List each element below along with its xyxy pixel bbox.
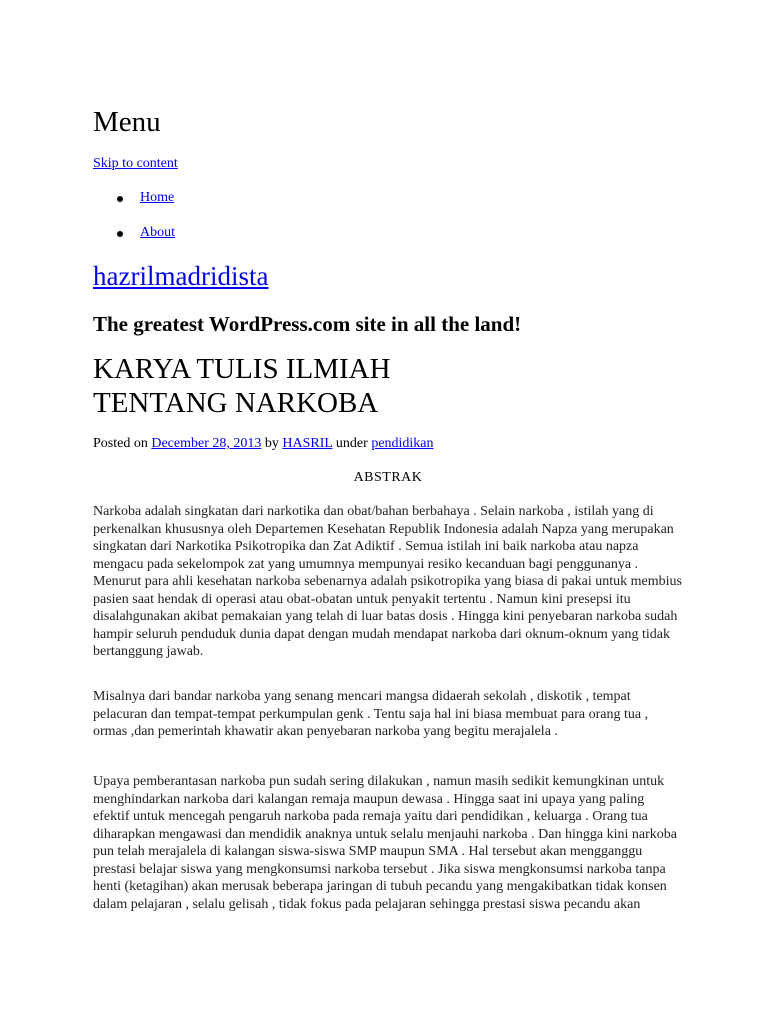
post-date-link[interactable]: December 28, 2013 <box>151 436 262 451</box>
posted-on-label: Posted on <box>93 436 148 451</box>
post-meta <box>93 435 434 453</box>
nav-item-about <box>93 223 175 258</box>
skip-to-content-link[interactable]: Skip to content <box>93 156 178 171</box>
post-category-link[interactable]: pendidikan <box>371 436 434 451</box>
menu-title: Menu <box>93 106 161 138</box>
post-author-link[interactable]: HASRIL <box>282 436 333 451</box>
site-title-link[interactable]: hazrilmadridista <box>93 261 269 291</box>
nav-menu <box>93 188 175 258</box>
post-paragraph: Narkoba adalah singkatan dari narkotika dan obat/bahan berbahaya . Selain narkoba , istilah yang di perkenalkan khususnya oleh Departemen Kesehatan Republik Indonesia adalah Napza yang merupakan singkatan dari Narkotika Psikotropika dan Zat Adiktif . Semua istilah ini baik narkoba atau napza mengacu pada sekelompok zat yang umumnya mempunyai resiko kecanduan bagi penggunanya . Menurut para ahli kesehatan narkoba sebenarnya adalah psikotropika yang biasa di pakai untuk membius pasien saat hendak di operasi atau obat-obatan untuk penyakit tertentu . Namun kini presepsi itu disalahgunakan akibat pemakaian yang telah di luar batas dosis . Hingga kini penyebaran narkoba sudah hampir seluruh penduduk dunia dapat dengan mudah mendapat narkoba dari oknum-oknum yang tidak bertanggung jawab. <box>93 504 682 659</box>
by-label: by <box>264 436 279 451</box>
nav-link-home[interactable]: Home <box>140 190 175 205</box>
bullet-icon <box>117 196 123 202</box>
post-title: KARYA TULIS ILMIAH TENTANG NARKOBA <box>93 353 391 419</box>
site-tagline: The greatest WordPress.com site in all the land! <box>93 312 522 336</box>
nav-link-about[interactable]: About <box>140 225 175 240</box>
nav-item-home <box>93 188 175 223</box>
under-label: under <box>335 436 368 451</box>
site-title <box>93 258 268 294</box>
post-paragraph: Upaya pemberantasan narkoba pun sudah sering dilakukan , namun masih sedikit kemungkinan untuk menghindarkan narkoba dari kalangan remaja maupun dewasa . Hingga saat ini upaya yang paling efektif untuk mencegah pengaruh narkoba pada remaja yaitu dari pendidikan , keluarga . Orang tua diharapkan mengawasi dan mendidik anaknya untuk selalu menjauhi narkoba . Dan hingga kini narkoba pun telah merajalela di kalangan siswa-siswa SMP maupun SMA . Hal tersebut akan mengganggu prestasi belajar siswa yang mengkonsumsi narkoba tersebut . Jika siswa mengkonsumsi narkoba tanpa henti (ketagihan) akan merusak beberapa jaringan di tubuh pecandu yang mengakibatkan tidak konsen dalam pelajaran , selalu gelisah , tidak fokus pada pelajaran sehingga prestasi siswa pecandu akan <box>93 774 677 912</box>
post-paragraph: Misalnya dari bandar narkoba yang senang mencari mangsa didaerah sekolah , diskotik , tempat pelacuran dan tempat-tempat perkumpulan genk . Tentu saja hal ini biasa membuat para orang tua , ormas ,dan pemerintah khawatir akan penyebaran narkoba yang begitu merajalela . <box>93 689 649 739</box>
abstract-heading: ABSTRAK <box>353 470 423 485</box>
bullet-icon <box>117 231 123 237</box>
